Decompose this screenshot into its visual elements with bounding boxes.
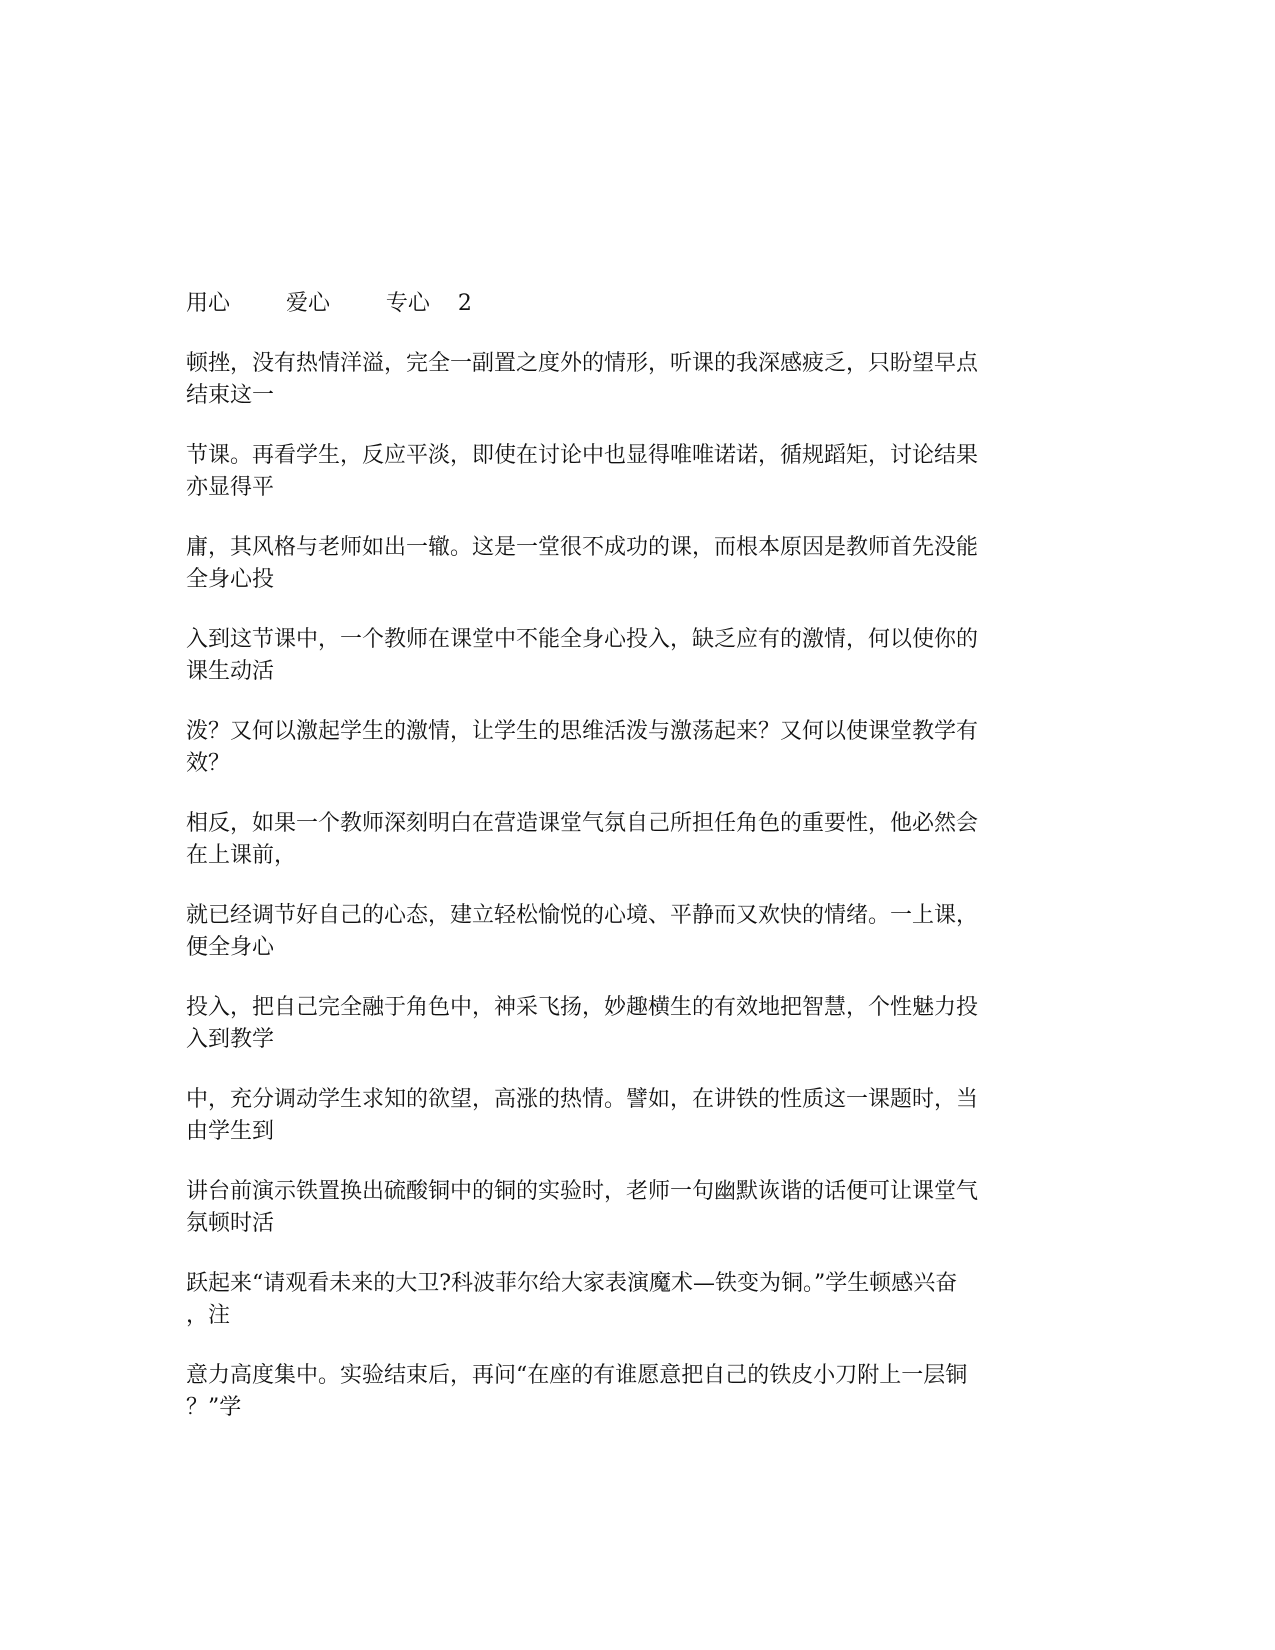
header-line: 用心 爱心 专心 2 xyxy=(186,291,472,316)
text-line: ，注 xyxy=(186,1303,231,1328)
text-line: 跃起来“请观看未来的大卫?科波菲尔给大家表演魔术—铁变为铜。”学生顿感兴奋 xyxy=(186,1271,958,1296)
paragraph xyxy=(186,900,1086,964)
text-line: 相反，如果一个教师深刻明白在营造课堂气氛自己所担任角色的重要性，他必然会 xyxy=(186,811,979,836)
text-line: 全身心投 xyxy=(186,567,275,592)
text-line: 泼？又何以激起学生的激情，让学生的思维活泼与激荡起来？又何以使课堂教学有 xyxy=(186,719,979,744)
paragraph xyxy=(186,1360,1086,1424)
text-line: 课生动活 xyxy=(186,659,275,684)
text-line: 意力高度集中。实验结束后，再问“在座的有谁愿意把自己的铁皮小刀附上一层铜 xyxy=(186,1363,968,1388)
text-line: 由学生到 xyxy=(186,1119,275,1144)
text-line: 就已经调节好自己的心态，建立轻松愉悦的心境、平静而又欢快的情绪。一上课， xyxy=(186,903,979,928)
paragraph xyxy=(186,440,1086,504)
text-line: 中，充分调动学生求知的欲望，高涨的热情。譬如，在讲铁的性质这一课题时，当 xyxy=(186,1087,979,1112)
text-line: 入到这节课中，一个教师在课堂中不能全身心投入，缺乏应有的激情，何以使你的 xyxy=(186,627,979,652)
paragraph xyxy=(186,808,1086,872)
paragraph xyxy=(186,1176,1086,1240)
text-line: 结束这一 xyxy=(186,383,275,408)
text-line: 氛顿时活 xyxy=(186,1211,275,1236)
text-line: 入到教学 xyxy=(186,1027,275,1052)
text-line: 庸，其风格与老师如出一辙。这是一堂很不成功的课，而根本原因是教师首先没能 xyxy=(186,535,979,560)
text-line: 在上课前， xyxy=(186,843,297,868)
paragraph xyxy=(186,1268,1086,1332)
text-line: 讲台前演示铁置换出硫酸铜中的铜的实验时，老师一句幽默诙谐的话便可让课堂气 xyxy=(186,1179,979,1204)
text-line: 便全身心 xyxy=(186,935,275,960)
text-line: 节课。再看学生，反应平淡，即使在讨论中也显得唯唯诺诺，循规蹈矩，讨论结果 xyxy=(186,443,979,468)
paragraph xyxy=(186,348,1086,412)
text-line: 亦显得平 xyxy=(186,475,275,500)
paragraph xyxy=(186,716,1086,780)
paragraph xyxy=(186,624,1086,688)
paragraph xyxy=(186,992,1086,1056)
paragraph xyxy=(186,532,1086,596)
text-line: 顿挫，没有热情洋溢，完全一副置之度外的情形，听课的我深感疲乏，只盼望早点 xyxy=(186,351,979,376)
text-line: ？”学 xyxy=(186,1395,242,1420)
document-body xyxy=(186,288,1086,1452)
paragraph xyxy=(186,1084,1086,1148)
text-line: 效？ xyxy=(186,751,231,776)
text-line: 投入，把自己完全融于角色中，神采飞扬，妙趣横生的有效地把智慧，个性魅力投 xyxy=(186,995,979,1020)
